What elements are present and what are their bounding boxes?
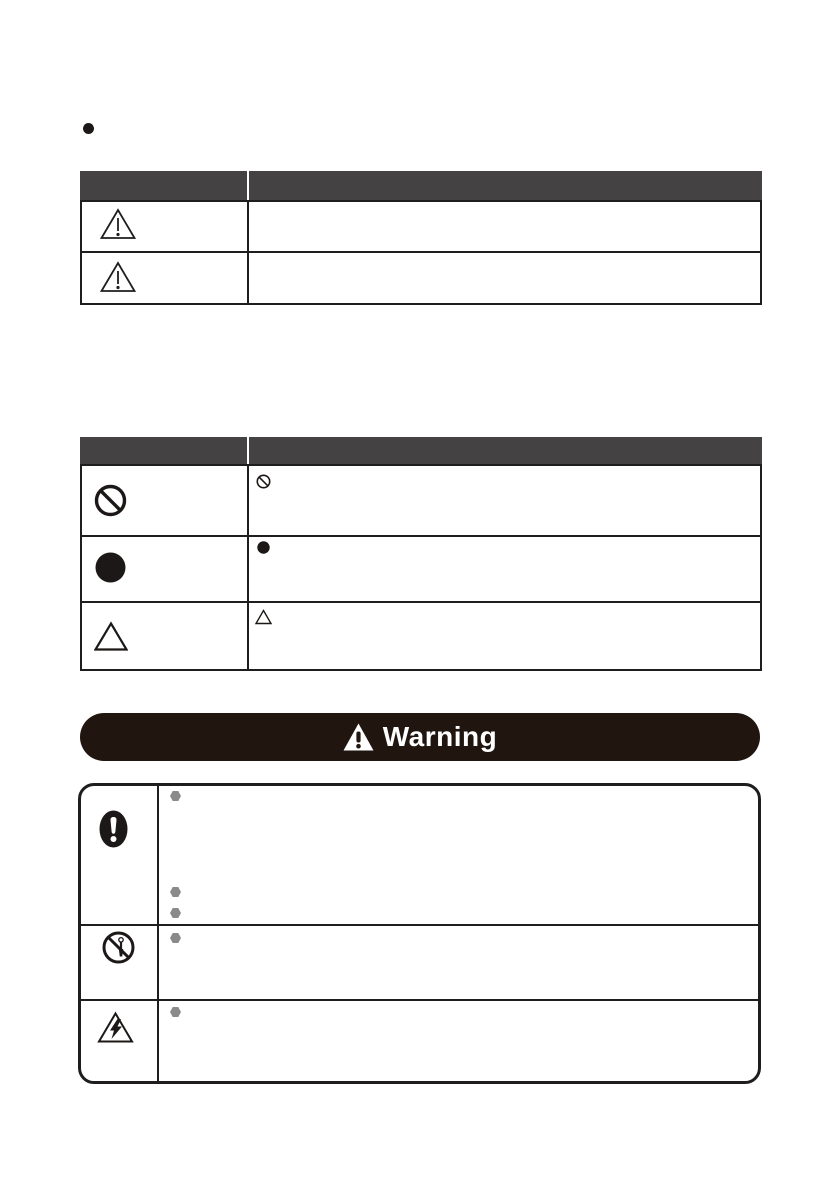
severity-table-column-divider bbox=[247, 200, 249, 305]
warning-details-row-divider bbox=[80, 924, 759, 926]
symbol-table-header-description-cell bbox=[249, 437, 762, 464]
do-not-disassemble-icon bbox=[102, 931, 135, 964]
prohibition-icon bbox=[94, 484, 127, 517]
warning-details-column-divider bbox=[157, 785, 159, 1082]
prohibition-icon-small bbox=[256, 474, 271, 489]
intro-bullet-dot-icon bbox=[83, 123, 94, 134]
symbol-table-body bbox=[80, 464, 762, 671]
warning-details-box bbox=[78, 783, 761, 1084]
warning-banner bbox=[80, 713, 760, 761]
electric-shock-hazard-icon bbox=[97, 1011, 134, 1044]
severity-table-row-divider bbox=[80, 251, 762, 253]
symbol-table-row-divider bbox=[80, 535, 762, 537]
symbol-table-row-divider bbox=[80, 601, 762, 603]
mandatory-filled-circle-icon-small bbox=[257, 541, 270, 554]
severity-table-header-symbol-cell bbox=[80, 171, 247, 200]
mandatory-filled-circle-icon bbox=[95, 552, 126, 583]
symbol-table-column-divider bbox=[247, 464, 249, 671]
symbol-table-header-symbol-cell bbox=[80, 437, 247, 464]
warning-banner-label: Warning bbox=[382, 721, 498, 752]
warning-triangle-filled-icon bbox=[343, 723, 374, 751]
mandatory-action-icon bbox=[99, 810, 128, 848]
caution-triangle-icon bbox=[94, 621, 128, 652]
warning-details-row-divider bbox=[80, 999, 759, 1001]
warning-triangle-icon bbox=[100, 208, 136, 240]
caution-triangle-icon-small bbox=[255, 609, 272, 625]
severity-table-header-description-cell bbox=[249, 171, 762, 200]
warning-triangle-icon bbox=[100, 261, 136, 293]
